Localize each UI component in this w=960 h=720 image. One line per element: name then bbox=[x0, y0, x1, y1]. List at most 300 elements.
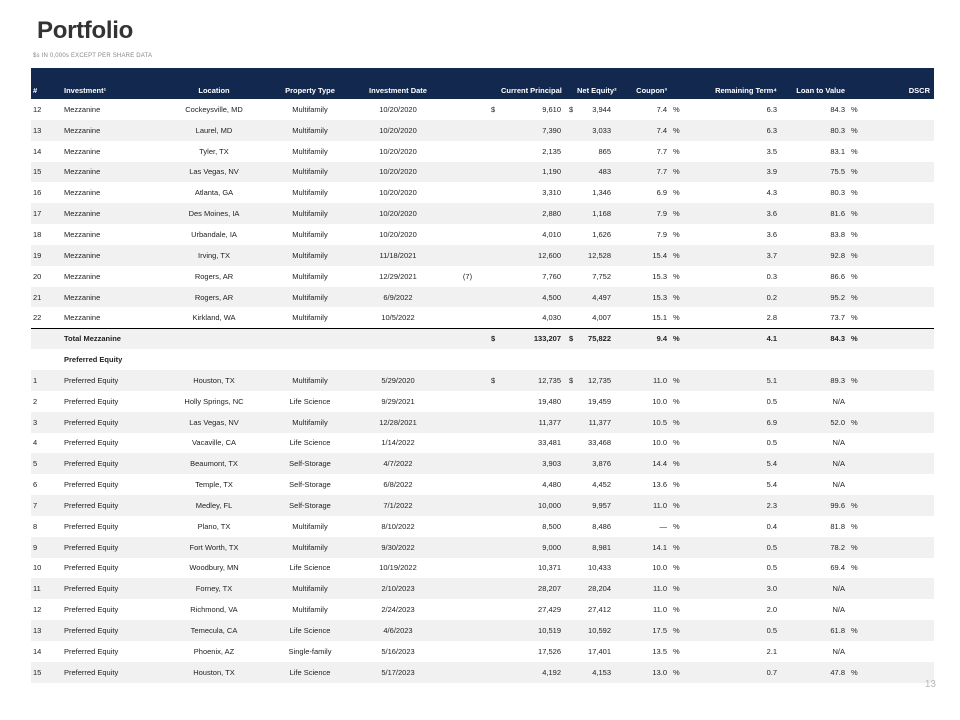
cell-investment-date: 12/28/2021 bbox=[346, 412, 450, 433]
cell-investment-date: 4/7/2022 bbox=[346, 453, 450, 474]
cell-net-equity: 12,735 bbox=[575, 370, 613, 391]
cell-coupon-percent: % bbox=[673, 480, 680, 490]
table-row bbox=[31, 307, 934, 328]
cell-footnote-ref bbox=[450, 391, 485, 412]
cell-principal-currency bbox=[485, 558, 499, 579]
header-loan-to-value: Loan to Value bbox=[796, 86, 845, 95]
cell-location: Cockeysville, MD bbox=[185, 104, 243, 114]
cell-loan-to-value: 80.3 bbox=[779, 120, 847, 141]
cell-loan-to-value: 83.8 bbox=[830, 229, 845, 239]
cell-equity-currency bbox=[563, 412, 575, 433]
cell-remaining-term bbox=[689, 349, 779, 370]
cell-equity-currency: $ bbox=[563, 328, 575, 349]
cell-remaining-term: 0.5 bbox=[689, 620, 779, 641]
cell-dscr bbox=[867, 412, 934, 433]
cell-row-number: 14 bbox=[33, 146, 42, 156]
cell-current-principal: 11,377 bbox=[499, 412, 563, 433]
cell-current-principal: 9,000 bbox=[499, 537, 563, 558]
cell-remaining-term: 2.8 bbox=[766, 313, 777, 323]
cell-loan-to-value: 69.4 bbox=[830, 563, 845, 573]
cell-principal-currency bbox=[485, 287, 499, 308]
cell-investment-type: Mezzanine bbox=[64, 104, 101, 114]
cell-location: Richmond, VA bbox=[190, 605, 238, 615]
cell-ltv-percent bbox=[847, 578, 867, 599]
cell-property-type: Multifamily bbox=[274, 412, 346, 433]
table-row bbox=[31, 620, 934, 641]
cell-dscr bbox=[867, 307, 934, 328]
cell-equity-currency bbox=[563, 266, 575, 287]
cell-row-number: 21 bbox=[31, 287, 60, 308]
cell-dscr bbox=[867, 328, 934, 349]
cell-row-number: 12 bbox=[33, 104, 42, 114]
cell-footnote-ref bbox=[450, 162, 485, 183]
cell-investment-date: 5/17/2023 bbox=[346, 662, 450, 683]
cell-property-type: Self-Storage bbox=[289, 480, 331, 490]
cell-loan-to-value: 84.3 bbox=[830, 104, 845, 114]
cell-footnote-ref bbox=[450, 287, 485, 308]
cell-coupon-percent: % bbox=[669, 495, 689, 516]
cell-principal-currency bbox=[485, 391, 499, 412]
cell-loan-to-value: 83.1 bbox=[830, 146, 845, 156]
cell-current-principal: 8,500 bbox=[542, 521, 561, 531]
cell-loan-to-value: 75.5 bbox=[779, 162, 847, 183]
page-title: Portfolio bbox=[37, 17, 133, 44]
cell-row-number: 16 bbox=[33, 188, 42, 198]
cell-remaining-term: 5.4 bbox=[766, 480, 777, 490]
cell-investment-type: Mezzanine bbox=[64, 271, 101, 281]
cell-principal-currency bbox=[485, 182, 499, 203]
cell-investment-date: 10/20/2020 bbox=[379, 104, 417, 114]
cell-dscr bbox=[867, 558, 934, 579]
portfolio-table bbox=[31, 68, 934, 683]
cell-investment-date: 2/10/2023 bbox=[346, 578, 450, 599]
cell-ltv-percent: % bbox=[851, 104, 858, 114]
cell-remaining-term: 6.9 bbox=[689, 412, 779, 433]
table-row bbox=[31, 224, 934, 245]
cell-net-equity: 11,377 bbox=[575, 412, 613, 433]
cell-footnote-ref bbox=[450, 599, 485, 620]
cell-principal-currency bbox=[485, 245, 499, 266]
cell-net-equity: 3,944 bbox=[592, 104, 611, 114]
cell-dscr bbox=[867, 266, 934, 287]
table-body bbox=[31, 99, 934, 683]
cell-current-principal: 133,207 bbox=[499, 328, 563, 349]
cell-location: Plano, TX bbox=[197, 521, 231, 531]
cell-equity-currency bbox=[563, 433, 575, 454]
cell-remaining-term: 0.5 bbox=[689, 537, 779, 558]
cell-net-equity: 9,957 bbox=[575, 495, 613, 516]
cell-row-number: 13 bbox=[31, 620, 60, 641]
cell-equity-currency bbox=[563, 453, 575, 474]
table-row bbox=[31, 370, 934, 391]
cell-property-type: Multifamily bbox=[274, 245, 346, 266]
cell-net-equity: 10,433 bbox=[588, 563, 611, 573]
cell-equity-currency bbox=[563, 162, 575, 183]
cell-coupon: 7.4 bbox=[656, 104, 667, 114]
cell-investment-type: Total Mezzanine bbox=[60, 328, 154, 349]
cell-equity-currency bbox=[563, 349, 575, 370]
cell-remaining-term: 4.3 bbox=[766, 188, 777, 198]
cell-row-number: 19 bbox=[31, 245, 60, 266]
cell-property-type: Single-family bbox=[288, 646, 332, 656]
cell-location: Urbandale, IA bbox=[191, 229, 237, 239]
cell-location: Houston, TX bbox=[154, 662, 274, 683]
cell-footnote-ref bbox=[450, 495, 485, 516]
cell-investment-type: Mezzanine bbox=[64, 188, 101, 198]
cell-property-type: Self-Storage bbox=[274, 453, 346, 474]
cell-row-number: 18 bbox=[33, 229, 42, 239]
cell-current-principal bbox=[499, 349, 563, 370]
cell-principal-currency bbox=[485, 349, 499, 370]
cell-ltv-percent bbox=[847, 641, 867, 662]
cell-net-equity: 27,412 bbox=[588, 605, 611, 615]
cell-row-number: 6 bbox=[33, 480, 38, 490]
cell-equity-currency bbox=[563, 662, 575, 683]
total-row bbox=[31, 328, 934, 349]
cell-location: Des Moines, IA bbox=[154, 203, 274, 224]
cell-dscr bbox=[867, 537, 934, 558]
cell-property-type: Self-Storage bbox=[274, 495, 346, 516]
cell-dscr bbox=[867, 391, 934, 412]
cell-coupon: 15.3 bbox=[613, 287, 669, 308]
cell-investment-date: 10/5/2022 bbox=[381, 313, 415, 323]
cell-investment-type: Mezzanine bbox=[64, 146, 101, 156]
cell-location: Temecula, CA bbox=[154, 620, 274, 641]
cell-investment-type: Preferred Equity bbox=[60, 662, 154, 683]
table-row bbox=[31, 599, 934, 620]
cell-location: Rogers, AR bbox=[154, 287, 274, 308]
table-row bbox=[31, 391, 934, 412]
cell-investment-date: 10/20/2020 bbox=[346, 203, 450, 224]
cell-net-equity: 19,459 bbox=[588, 396, 611, 406]
cell-footnote-ref bbox=[450, 203, 485, 224]
header-net-equity: Net Equity² bbox=[577, 86, 617, 95]
cell-net-equity: 1,168 bbox=[575, 203, 613, 224]
cell-property-type bbox=[274, 349, 346, 370]
cell-property-type: Life Science bbox=[289, 396, 331, 406]
cell-row-number: 13 bbox=[31, 120, 60, 141]
cell-coupon-percent: % bbox=[669, 662, 689, 683]
cell-location bbox=[154, 349, 274, 370]
cell-investment-type: Preferred Equity bbox=[60, 578, 154, 599]
cell-investment-type: Preferred Equity bbox=[60, 453, 154, 474]
cell-equity-currency bbox=[563, 182, 575, 203]
cell-investment-type: Preferred Equity bbox=[64, 563, 119, 573]
cell-current-principal: 28,207 bbox=[499, 578, 563, 599]
cell-property-type: Life Science bbox=[289, 563, 331, 573]
cell-current-principal: 17,526 bbox=[538, 646, 561, 656]
cell-property-type: Multifamily bbox=[274, 370, 346, 391]
cell-row-number bbox=[31, 328, 60, 349]
cell-dscr bbox=[867, 474, 934, 495]
cell-ltv-percent: % bbox=[847, 620, 867, 641]
cell-ltv-percent: % bbox=[847, 120, 867, 141]
cell-remaining-term: 0.4 bbox=[766, 521, 777, 531]
cell-loan-to-value: 47.8 bbox=[779, 662, 847, 683]
cell-current-principal: 4,480 bbox=[542, 480, 561, 490]
cell-dscr bbox=[867, 641, 934, 662]
cell-coupon-percent: % bbox=[669, 328, 689, 349]
cell-remaining-term: 0.5 bbox=[766, 438, 777, 448]
cell-investment-type: Mezzanine bbox=[60, 120, 154, 141]
cell-investment-type: Preferred Equity bbox=[64, 605, 119, 615]
cell-principal-currency: $ bbox=[485, 370, 499, 391]
cell-coupon-percent: % bbox=[669, 453, 689, 474]
cell-footnote-ref bbox=[450, 433, 485, 454]
cell-current-principal: 10,371 bbox=[538, 563, 561, 573]
cell-investment-date: 6/9/2022 bbox=[346, 287, 450, 308]
cell-property-type: Multifamily bbox=[292, 104, 328, 114]
cell-net-equity: 4,452 bbox=[592, 480, 611, 490]
cell-net-equity: 10,592 bbox=[575, 620, 613, 641]
cell-investment-type: Mezzanine bbox=[64, 313, 101, 323]
cell-dscr bbox=[867, 370, 934, 391]
cell-investment-type: Preferred Equity bbox=[64, 438, 119, 448]
table-row bbox=[31, 662, 934, 683]
cell-dscr bbox=[867, 141, 934, 162]
table-row bbox=[31, 495, 934, 516]
cell-current-principal: 33,481 bbox=[538, 438, 561, 448]
cell-remaining-term: 0.5 bbox=[766, 396, 777, 406]
cell-property-type: Multifamily bbox=[274, 203, 346, 224]
cell-investment-date: 8/10/2022 bbox=[381, 521, 415, 531]
cell-net-equity: 3,033 bbox=[575, 120, 613, 141]
cell-row-number: 15 bbox=[31, 162, 60, 183]
cell-current-principal: 2,880 bbox=[499, 203, 563, 224]
cell-current-principal: 3,903 bbox=[499, 453, 563, 474]
cell-row-number: 15 bbox=[31, 662, 60, 683]
cell-ltv-percent: % bbox=[847, 370, 867, 391]
cell-principal-currency bbox=[485, 641, 499, 662]
table-row bbox=[31, 516, 934, 537]
cell-equity-currency bbox=[563, 391, 575, 412]
cell-investment-type: Mezzanine bbox=[60, 162, 154, 183]
cell-coupon: 11.0 bbox=[613, 578, 669, 599]
header-row bbox=[31, 68, 934, 99]
cell-coupon-percent: % bbox=[669, 203, 689, 224]
cell-ltv-percent bbox=[847, 599, 867, 620]
cell-remaining-term: 2.1 bbox=[766, 646, 777, 656]
cell-footnote-ref bbox=[450, 474, 485, 495]
cell-net-equity: 75,822 bbox=[575, 328, 613, 349]
cell-principal-currency bbox=[485, 537, 499, 558]
cell-row-number: 10 bbox=[33, 563, 42, 573]
cell-coupon: 13.0 bbox=[613, 662, 669, 683]
cell-row-number: 11 bbox=[31, 578, 60, 599]
header-coupon: Coupon³ bbox=[636, 86, 667, 95]
cell-loan-to-value: N/A bbox=[779, 578, 847, 599]
cell-remaining-term: 3.5 bbox=[766, 146, 777, 156]
cell-coupon-percent: % bbox=[669, 537, 689, 558]
cell-location bbox=[154, 328, 274, 349]
cell-property-type: Multifamily bbox=[274, 287, 346, 308]
cell-property-type: Multifamily bbox=[292, 605, 328, 615]
cell-current-principal: 27,429 bbox=[538, 605, 561, 615]
table-row bbox=[31, 641, 934, 662]
cell-ltv-percent: % bbox=[851, 521, 858, 531]
cell-row-number: 22 bbox=[33, 313, 42, 323]
cell-investment-type: Preferred Equity bbox=[60, 537, 154, 558]
cell-current-principal: 10,000 bbox=[499, 495, 563, 516]
cell-coupon: 14.1 bbox=[613, 537, 669, 558]
cell-investment-date: 9/30/2022 bbox=[346, 537, 450, 558]
cell-remaining-term: 3.6 bbox=[766, 229, 777, 239]
cell-remaining-term: 3.6 bbox=[689, 203, 779, 224]
cell-footnote-ref bbox=[450, 182, 485, 203]
cell-coupon: 9.4 bbox=[613, 328, 669, 349]
cell-loan-to-value: 92.8 bbox=[779, 245, 847, 266]
cell-current-principal: 7,760 bbox=[542, 271, 561, 281]
cell-net-equity: 1,626 bbox=[592, 229, 611, 239]
cell-principal-currency: $ bbox=[491, 104, 496, 114]
cell-current-principal: 4,192 bbox=[499, 662, 563, 683]
cell-remaining-term: 0.3 bbox=[766, 271, 777, 281]
cell-coupon: 10.0 bbox=[652, 438, 667, 448]
header-dscr: DSCR bbox=[908, 86, 930, 95]
cell-coupon-percent: % bbox=[673, 396, 680, 406]
cell-coupon-percent: % bbox=[673, 521, 680, 531]
cell-coupon-percent: % bbox=[669, 162, 689, 183]
cell-coupon-percent: % bbox=[669, 412, 689, 433]
cell-net-equity: 1,346 bbox=[592, 188, 611, 198]
cell-ltv-percent: % bbox=[851, 563, 858, 573]
cell-dscr bbox=[867, 203, 934, 224]
cell-coupon: — bbox=[659, 521, 667, 531]
cell-footnote-ref: (7) bbox=[462, 271, 473, 281]
cell-principal-currency bbox=[485, 433, 499, 454]
cell-investment-type: Preferred Equity bbox=[64, 521, 119, 531]
table-row bbox=[31, 474, 934, 495]
cell-property-type: Multifamily bbox=[292, 188, 328, 198]
cell-coupon: 17.5 bbox=[613, 620, 669, 641]
cell-ltv-percent: % bbox=[847, 328, 867, 349]
cell-coupon: 15.4 bbox=[613, 245, 669, 266]
cell-equity-currency bbox=[563, 578, 575, 599]
cell-coupon-percent: % bbox=[669, 620, 689, 641]
cell-footnote-ref bbox=[450, 328, 485, 349]
cell-investment-date: 10/20/2020 bbox=[379, 146, 417, 156]
cell-investment-type: Preferred Equity bbox=[60, 412, 154, 433]
cell-footnote-ref bbox=[450, 578, 485, 599]
cell-coupon-percent: % bbox=[669, 245, 689, 266]
cell-coupon-percent: % bbox=[673, 646, 680, 656]
cell-ltv-percent bbox=[847, 474, 867, 495]
cell-coupon bbox=[613, 349, 669, 370]
cell-dscr bbox=[867, 287, 934, 308]
table-row bbox=[31, 578, 934, 599]
cell-current-principal: 4,030 bbox=[542, 313, 561, 323]
cell-investment-type: Preferred Equity bbox=[60, 370, 154, 391]
cell-net-equity: 4,153 bbox=[575, 662, 613, 683]
cell-dscr bbox=[867, 516, 934, 537]
cell-investment-date: 10/20/2020 bbox=[346, 120, 450, 141]
cell-ltv-percent: % bbox=[851, 313, 858, 323]
cell-remaining-term: 6.3 bbox=[766, 104, 777, 114]
cell-property-type bbox=[274, 328, 346, 349]
cell-row-number: 12 bbox=[33, 605, 42, 615]
cell-loan-to-value: 78.2 bbox=[779, 537, 847, 558]
cell-remaining-term: 0.2 bbox=[689, 287, 779, 308]
table-row bbox=[31, 287, 934, 308]
cell-footnote-ref bbox=[450, 370, 485, 391]
cell-current-principal: 3,310 bbox=[542, 188, 561, 198]
cell-property-type: Life Science bbox=[289, 438, 331, 448]
cell-current-principal: 19,480 bbox=[538, 396, 561, 406]
header-current-principal: Current Principal bbox=[501, 86, 562, 95]
cell-ltv-percent bbox=[847, 453, 867, 474]
cell-net-equity: 865 bbox=[598, 146, 611, 156]
cell-row-number: 14 bbox=[33, 646, 42, 656]
cell-coupon: 10.0 bbox=[652, 563, 667, 573]
cell-footnote-ref bbox=[450, 453, 485, 474]
cell-equity-currency bbox=[563, 141, 575, 162]
cell-investment-type: Mezzanine bbox=[60, 287, 154, 308]
cell-net-equity: 28,204 bbox=[575, 578, 613, 599]
cell-net-equity: 7,752 bbox=[592, 271, 611, 281]
cell-principal-currency bbox=[485, 453, 499, 474]
cell-loan-to-value: N/A bbox=[832, 646, 845, 656]
cell-location: Vacaville, CA bbox=[191, 438, 237, 448]
cell-net-equity: 12,528 bbox=[575, 245, 613, 266]
cell-investment-type: Preferred Equity bbox=[64, 396, 119, 406]
cell-current-principal: 1,190 bbox=[499, 162, 563, 183]
cell-row-number bbox=[31, 349, 60, 370]
cell-coupon-percent: % bbox=[669, 287, 689, 308]
cell-coupon: 11.0 bbox=[613, 370, 669, 391]
cell-remaining-term: 0.5 bbox=[766, 563, 777, 573]
cell-net-equity: 483 bbox=[575, 162, 613, 183]
cell-remaining-term: 0.7 bbox=[689, 662, 779, 683]
cell-ltv-percent: % bbox=[847, 203, 867, 224]
cell-ltv-percent bbox=[847, 433, 867, 454]
cell-coupon-percent: % bbox=[673, 188, 680, 198]
cell-property-type: Multifamily bbox=[292, 521, 328, 531]
cell-equity-currency bbox=[563, 245, 575, 266]
cell-row-number: 5 bbox=[31, 453, 60, 474]
header-property-type: Property Type bbox=[285, 86, 335, 95]
cell-footnote-ref bbox=[450, 349, 485, 370]
cell-dscr bbox=[867, 453, 934, 474]
cell-coupon-percent: % bbox=[673, 229, 680, 239]
cell-investment-date: 5/29/2020 bbox=[346, 370, 450, 391]
section-header-row bbox=[31, 349, 934, 370]
cell-dscr bbox=[867, 162, 934, 183]
cell-dscr bbox=[867, 99, 934, 120]
cell-loan-to-value: 80.3 bbox=[830, 188, 845, 198]
cell-investment-type: Preferred Equity bbox=[64, 480, 119, 490]
cell-remaining-term: 2.0 bbox=[766, 605, 777, 615]
cell-footnote-ref bbox=[450, 662, 485, 683]
cell-ltv-percent: % bbox=[851, 188, 858, 198]
cell-dscr bbox=[867, 495, 934, 516]
cell-equity-currency bbox=[563, 599, 575, 620]
page-subtitle: $s IN 0,000s EXCEPT PER SHARE DATA bbox=[33, 53, 153, 59]
cell-coupon: 6.9 bbox=[656, 188, 667, 198]
cell-row-number: 9 bbox=[31, 537, 60, 558]
cell-location: Temple, TX bbox=[195, 480, 233, 490]
cell-row-number: 17 bbox=[31, 203, 60, 224]
table-row bbox=[31, 537, 934, 558]
cell-coupon: 7.9 bbox=[656, 229, 667, 239]
cell-coupon-percent: % bbox=[673, 104, 680, 114]
cell-net-equity: 17,401 bbox=[588, 646, 611, 656]
cell-footnote-ref bbox=[450, 558, 485, 579]
cell-location: Las Vegas, NV bbox=[154, 162, 274, 183]
header-investment: Investment¹ bbox=[64, 86, 107, 95]
cell-net-equity: 8,981 bbox=[575, 537, 613, 558]
cell-equity-currency bbox=[563, 537, 575, 558]
cell-dscr bbox=[867, 224, 934, 245]
